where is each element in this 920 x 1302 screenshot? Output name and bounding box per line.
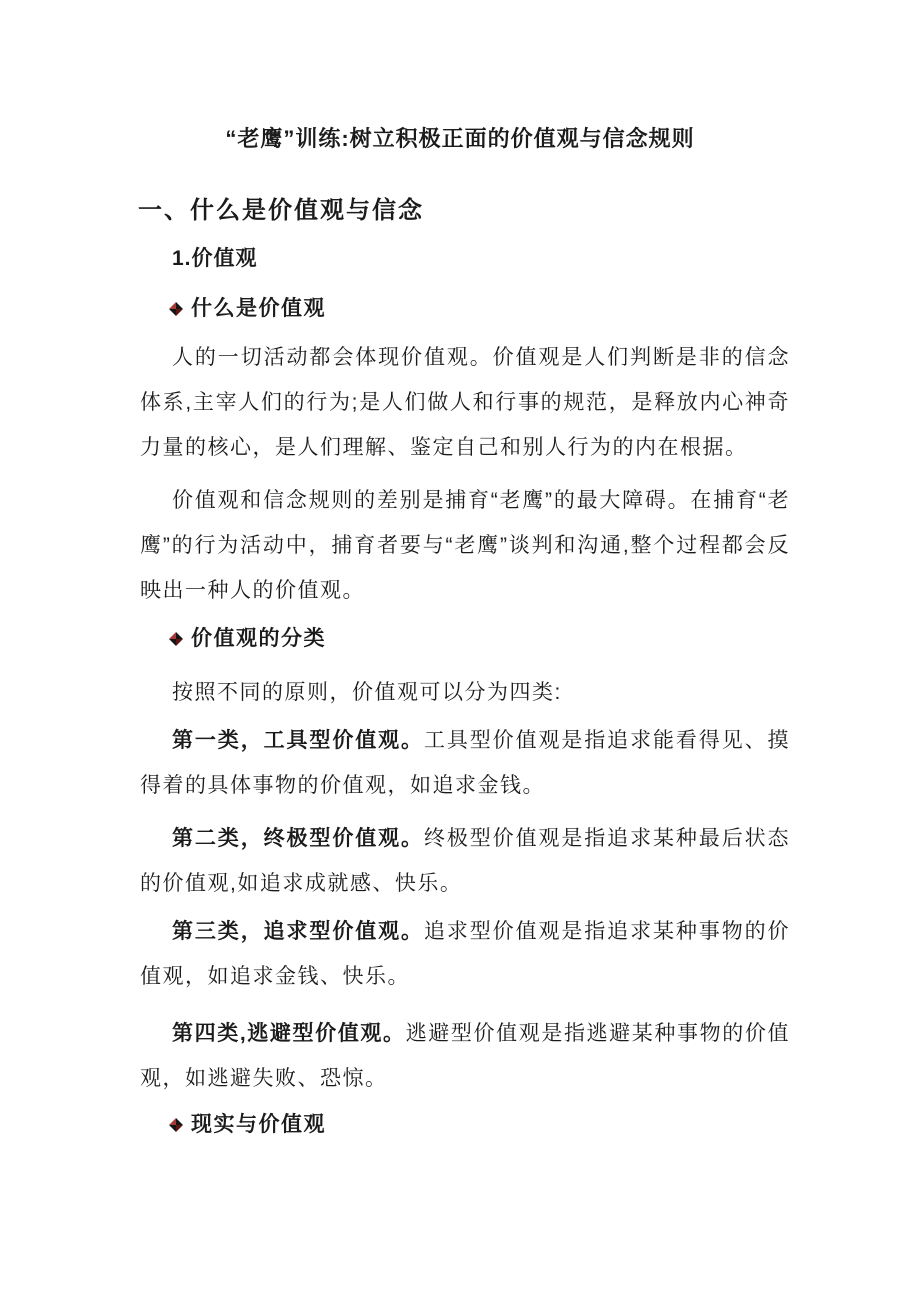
paragraph-values-definition: 人的一切活动都会体现价值观。价值观是人们判断是非的信念体系,主宰人们的行为;是人们做人和行事的规范，是释放内心神奇力量的核心，是人们理解、鉴定自己和别人行为的内在根据。 xyxy=(140,346,790,459)
subsection-heading: 1.价值观 xyxy=(172,247,258,270)
value-type-lead: 第一类，工具型价值观。 xyxy=(172,729,424,752)
value-type-lead: 第四类,逃避型价值观。 xyxy=(172,1022,406,1045)
value-type-item-2 xyxy=(140,816,790,906)
bullet-heading-classification xyxy=(168,625,326,653)
diamond-bullet-icon xyxy=(168,1117,184,1133)
value-type-lead: 第二类，终极型价值观。 xyxy=(172,827,424,850)
bullet-heading-label: 什么是价值观 xyxy=(191,297,326,320)
value-type-text: 终极型价值观是指追求某种最后状态的价值观,如追求成就感、快乐。 xyxy=(140,827,791,895)
diamond-bullet-icon xyxy=(168,301,184,317)
value-type-lead: 第三类，追求型价值观。 xyxy=(172,920,424,943)
bullet-heading-what-is-values xyxy=(168,295,326,323)
section-heading: 一、什么是价值观与信念 xyxy=(138,197,424,224)
diamond-bullet-icon xyxy=(168,631,184,647)
value-type-text: 工具型价值观是指追求能看得见、摸得着的具体事物的价值观，如追求金钱。 xyxy=(140,729,791,797)
paragraph-values-vs-beliefs: 价值观和信念规则的差别是捕育“老鹰”的最大障碍。在捕育“老鹰”的行为活动中，捕育者要与“老鹰”谈判和沟通,整个过程都会反映出一种人的价值观。 xyxy=(140,489,790,602)
paragraph-classification-intro: 按照不同的原则，价值观可以分为四类: xyxy=(172,681,562,704)
value-type-item-3 xyxy=(140,909,790,999)
value-type-text: 逃避型价值观是指逃避某种事物的价值观，如逃避失败、恐惊。 xyxy=(140,1022,790,1090)
bullet-heading-label: 现实与价值观 xyxy=(191,1113,326,1136)
value-type-text: 追求型价值观是指追求某种事物的价值观，如追求金钱、快乐。 xyxy=(140,920,791,988)
document-title: “老鹰”训练:树立积极正面的价值观与信念规则 xyxy=(225,126,695,151)
bullet-heading-reality-and-values xyxy=(168,1111,326,1139)
value-type-item-4 xyxy=(140,1011,790,1101)
value-type-item-1 xyxy=(140,718,790,808)
bullet-heading-label: 价值观的分类 xyxy=(191,627,326,650)
